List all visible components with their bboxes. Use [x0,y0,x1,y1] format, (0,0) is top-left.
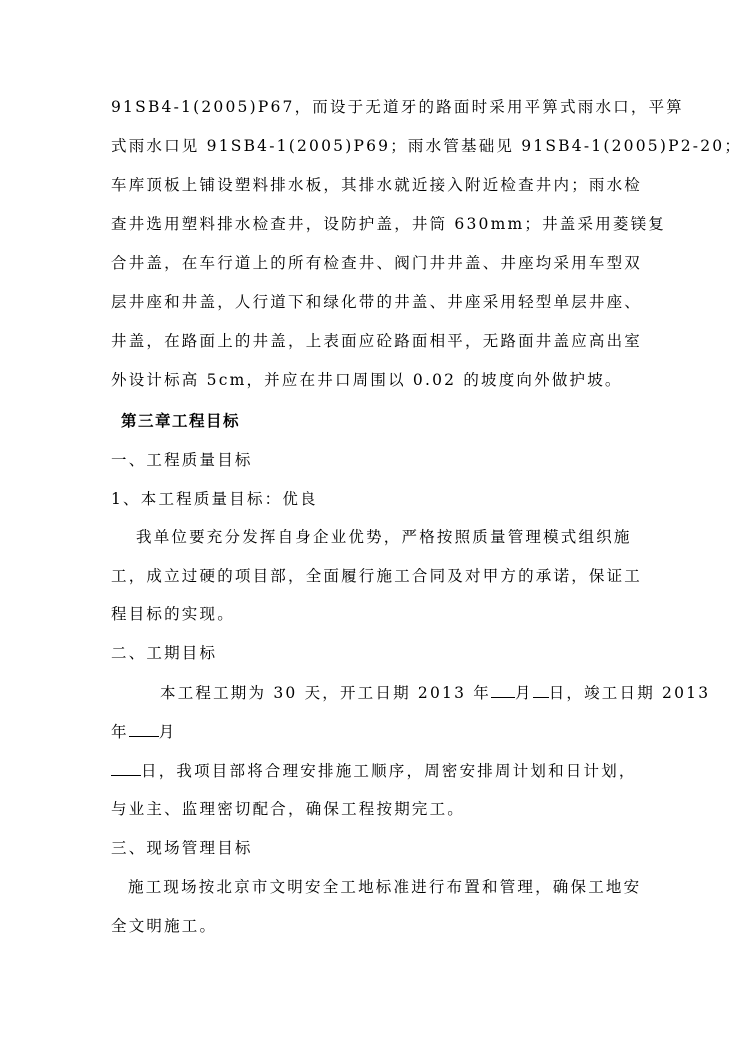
paragraph-line: 程目标的实现。 [111,605,235,623]
section-title-site: 三、现场管理目标 [111,839,253,857]
paragraph-line: 全文明施工。 [111,917,218,935]
blank-end-day [111,760,141,776]
blank-end-month [129,721,159,737]
paragraph-line: 施工现场按北京市文明安全工地标准进行布置和管理，确保工地安 [128,878,642,896]
paragraph-line: 式雨水口见 91SB4-1(2005)P69；雨水管基础见 91SB4-1(2005)P2-20； [111,137,743,155]
schedule-line [111,721,176,742]
schedule-line [160,682,710,703]
paragraph-line: 井盖，在路面上的井盖，上表面应砼路面相平，无路面井盖应高出室 [111,332,643,350]
schedule-text-end: 日，竣工日期 2013 [548,684,711,702]
paragraph-line: 外设计标高 5cm，并应在井口周围以 0.02 的坡度向外做护坡。 [111,371,623,389]
paragraph-line: 工，成立过硬的项目部，全面履行施工合同及对甲方的承诺，保证工 [111,567,643,585]
blank-start-day [533,682,549,698]
blank-start-month [491,682,515,698]
paragraph-line: 层井座和井盖，人行道下和绿化带的井盖、井座采用轻型单层井座、 [111,293,643,311]
paragraph-line: 查井选用塑料排水检查井，设防护盖，井筒 630mm；井盖采用菱镁复 [111,215,667,233]
section-subtitle-quality: 1、本工程质量目标：优良 [111,490,318,508]
paragraph-line: 我单位要充分发挥自身企业优势，严格按照质量管理模式组织施 [136,528,632,546]
chapter-title: 第三章工程目标 [121,411,241,430]
paragraph-line: 与业主、监理密切配合，确保工程按期完工。 [111,800,466,818]
schedule-text-start: 本工程工期为 30 天，开工日期 2013 年 [160,684,491,702]
schedule-text-year: 年 [111,723,129,741]
paragraph-line: 合井盖，在车行道上的所有检查井、阀门井井盖、井座均采用车型双 [111,254,643,272]
schedule-text-plan: 日，我项目部将合理安排施工顺序，周密安排周计划和日计划， [141,762,637,780]
paragraph-line: 车库顶板上铺设塑料排水板，其排水就近接入附近检查井内；雨水检 [111,176,643,194]
section-title-schedule: 二、工期目标 [111,644,218,662]
paragraph-line: 91SB4-1(2005)P67，而设于无道牙的路面时采用平箅式雨水口，平箅 [111,98,684,116]
schedule-text-month-2: 月 [158,723,177,741]
schedule-line [111,760,637,781]
section-title-quality: 一、工程质量目标 [111,451,253,469]
schedule-text-month: 月 [514,684,533,702]
